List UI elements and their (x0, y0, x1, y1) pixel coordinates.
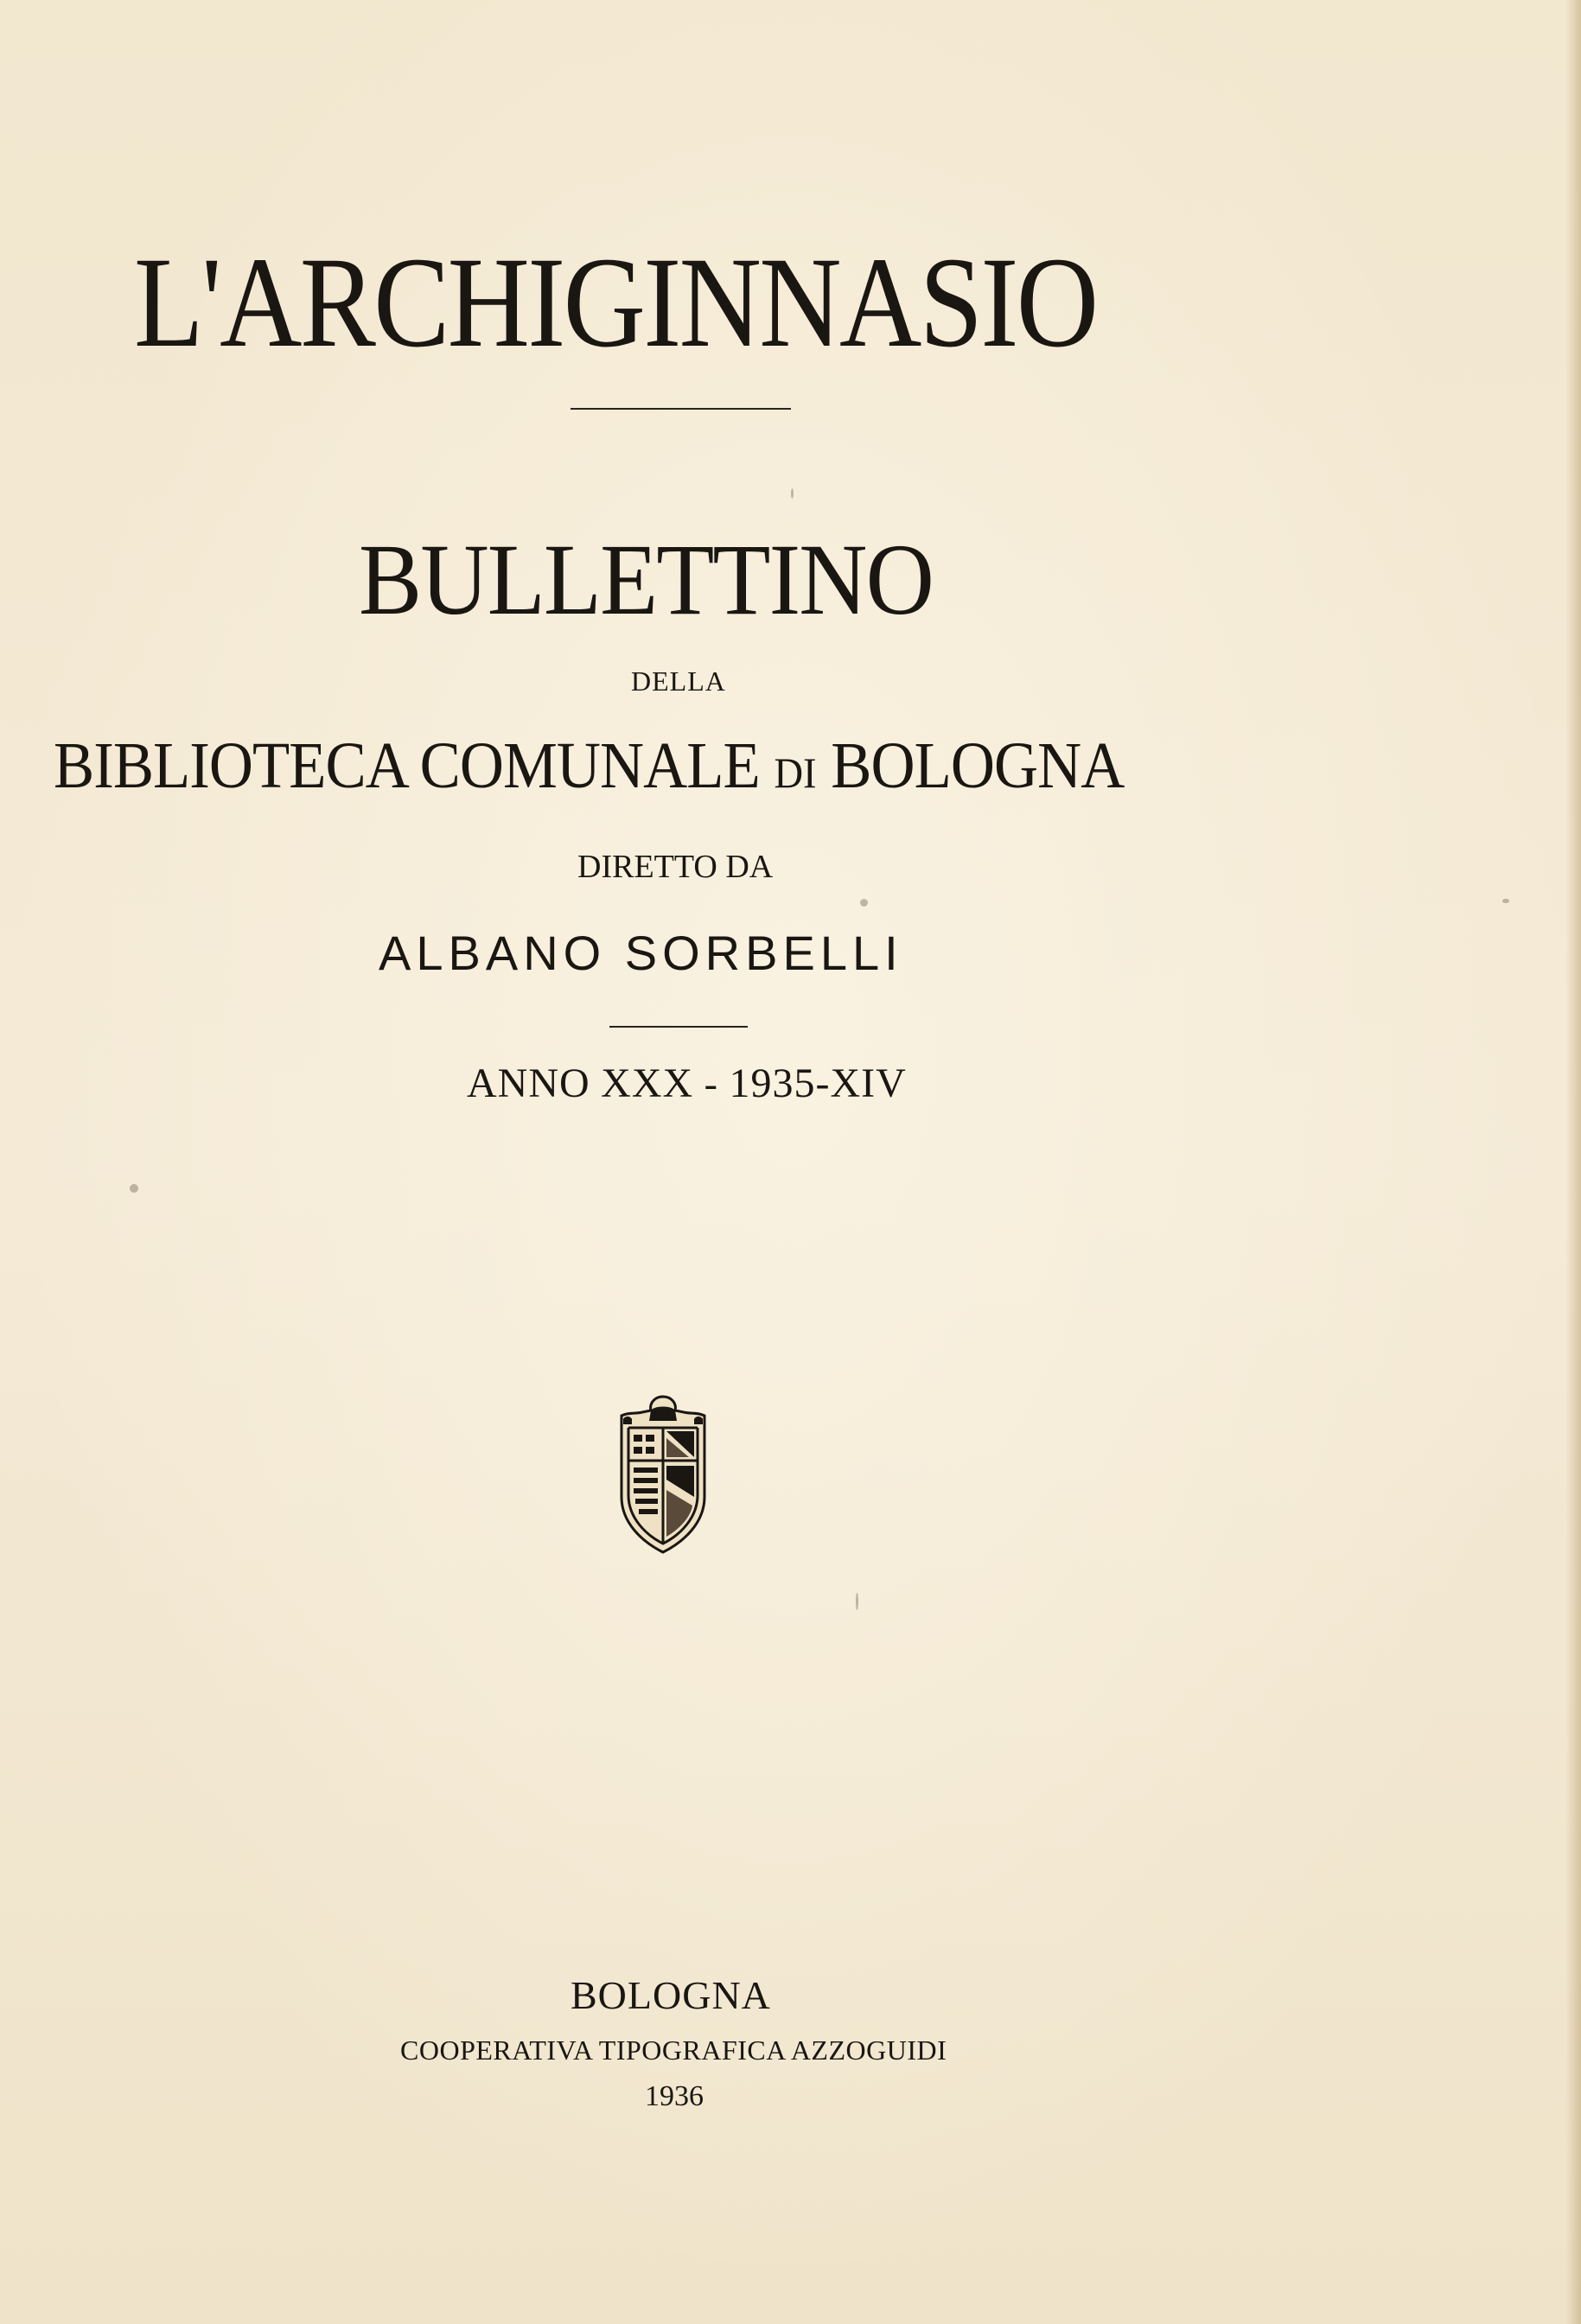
paper-speck (791, 488, 794, 499)
paper-speck (860, 899, 868, 907)
institution-name (54, 729, 1220, 802)
institution-part-2: BOLOGNA (831, 729, 1125, 802)
editor-divider (609, 1026, 748, 1028)
imprint-publisher: COOPERATIVA TIPOGRAFICA AZZOGUIDI (400, 2034, 947, 2066)
journal-subtitle: BULLETTINO (359, 523, 934, 636)
connector-text: DELLA (631, 665, 726, 697)
page-edge-shadow (1565, 0, 1581, 2324)
paper-speck (856, 1593, 858, 1610)
journal-title: L'ARCHIGINNASIO (134, 231, 1097, 374)
volume-years: 1935-XIV (729, 1060, 907, 1106)
paper-speck (1502, 899, 1509, 903)
volume-number: XXX (601, 1060, 694, 1106)
volume-separator: - (704, 1061, 718, 1105)
directed-by-label: DIRETTO DA (577, 849, 774, 885)
coat-of-arms-icon (616, 1393, 710, 1556)
title-divider (571, 408, 791, 410)
institution-di: DI (774, 748, 817, 797)
editor-name: ALBANO SORBELLI (379, 926, 903, 980)
imprint-year: 1936 (645, 2080, 704, 2112)
institution-part-1: BIBLIOTECA COMUNALE (54, 729, 760, 802)
volume-label: ANNO (467, 1060, 590, 1106)
imprint-city: BOLOGNA (571, 1973, 771, 2017)
paper-speck (130, 1184, 138, 1193)
volume-line (467, 1060, 951, 1106)
